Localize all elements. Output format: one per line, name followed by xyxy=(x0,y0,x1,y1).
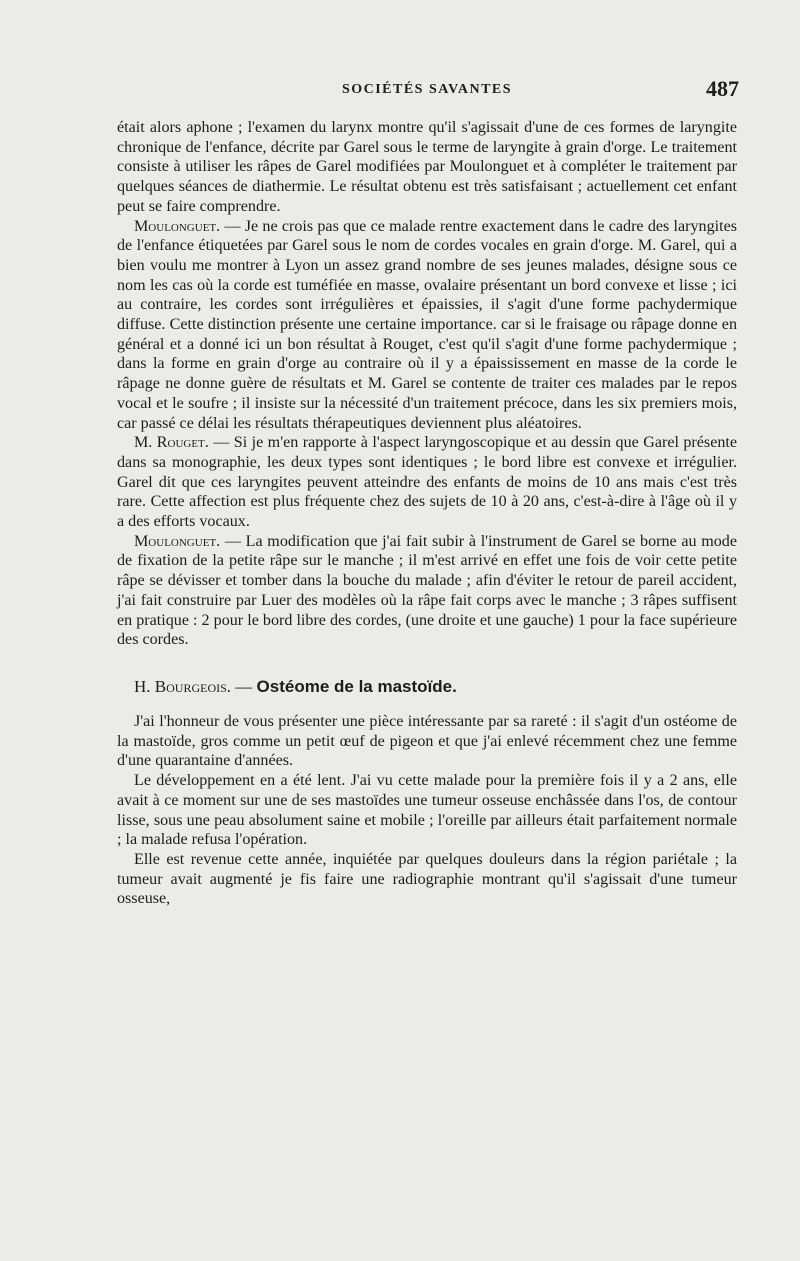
page-number: 487 xyxy=(706,76,739,101)
section-heading xyxy=(117,676,737,698)
speaker-name: M. Rouget. xyxy=(134,434,209,452)
speaker-name: Moulonguet. xyxy=(134,532,221,550)
paragraph xyxy=(117,118,737,217)
section-title: Ostéome de la mastoïde. xyxy=(256,676,457,696)
paragraph xyxy=(117,532,737,650)
paragraph: Le développement en a été lent. J'ai vu cette malade pour la première fois il y a 2 ans, elle avait à ce moment sur une de ses mastoïdes une tumeur osseuse enchâssée dans l'os, de contour lisse, sous une peau absolument saine et mobile ; l'oreille par ailleurs était parfaitement normale ; la malade refusa l'opération. xyxy=(117,772,737,849)
paragraph-text: — Je ne crois pas que ce malade rentre exactement dans le cadre des laryngites de l'enfance étiquetées par Garel sous le nom de cordes vocales en grain d'orge. M. Garel, qui a bien voulu me montrer à Lyon un assez grand nombre de ses jeunes malades, désigne sous ce nom les cas où la corde est tuméfiée en masse, ovalaire présentant un bord convexe et lisse ; ici au contraire, les cordes sont irrégulières et épaissies, il s'agit d'une forme pachydermique diffuse. Cette distinction présente une certaine importance. car si le fraisage ou râpage donne en général et a donné ici un bon résultat à Rouget, c'est qu'il s'agit d'une forme pachydermique ; dans la forme en grain d'orge au contraire où il y a épaississement en masse de la corde le râpage ne donne guère de résultats et M. Garel se contente de traiter ces malades par le repos vocal et le soufre ; il insiste sur la nécessité d'un traitement précoce, dans les six premiers mois, car passé ce délai les résultats thérapeutiques deviennent plus aléatoires. xyxy=(117,217,737,432)
paragraph: J'ai l'honneur de vous présenter une pièce intéressante par sa rareté : il s'agit d'un ostéome de la mastoïde, gros comme un petit œuf de pigeon et que j'ai enlevé récemment chez une femme d'une quarantaine d'années. xyxy=(117,712,737,770)
paragraph-text: — Si je m'en rapporte à l'aspect laryngoscopique et au dessin que Garel présente dans sa monographie, les deux types sont identiques ; le bord libre est convexe et irrégulier. Garel dit que ces laryngites peuvent atteindre des enfants de moins de 10 ans mais c'est très rare. Cette affection est plus fréquente chez des sujets de 10 à 20 ans, c'est-à-dire à l'âge où il y a des efforts vocaux. xyxy=(117,434,737,531)
running-title: SOCIÉTÉS SAVANTES xyxy=(341,82,513,97)
paragraph xyxy=(117,433,737,532)
paragraph xyxy=(117,217,737,434)
paragraph: Elle est revenue cette année, inquiétée par quelques douleurs dans la région pariétale ; la tumeur avait augmenté je fis faire une radiographie montrant qu'il s'agissait d'une tumeur osseuse, xyxy=(117,850,737,908)
running-head xyxy=(117,76,737,106)
speaker-name: Moulonguet. xyxy=(134,217,221,235)
section-author: H. Bourgeois. xyxy=(134,676,232,696)
paragraph-text: était alors aphone ; l'examen du larynx montre qu'il s'agissait d'une de ces formes de laryngite chronique de l'enfance, décrite par Garel sous le terme de laryngite à grain d'orge. Le traitement consiste à utiliser les râpes de Garel modifiées par Moulonguet et à compléter le traitement par quelques séances de diathermie. Le résultat obtenu est très satisfaisant ; actuellement cet enfant peut se faire comprendre. xyxy=(117,119,737,215)
paragraph-text: — La modification que j'ai fait subir à l'instrument de Garel se borne au mode de fixation de la petite râpe sur le manche ; il m'est arrivé en effet une fois de voir cette petite râpe se dévisser et tomber dans la bouche du malade ; afin d'éviter le retour de pareil accident, j'ai fait construire par Luer des modèles où la râpe fait corps avec le manche ; 3 râpes suffisent en pratique : 2 pour le bord libre des cordes, (une droite et une gauche) 1 pour la face supérieure des cordes. xyxy=(117,532,737,649)
article-body xyxy=(117,118,737,909)
section-separator: — xyxy=(231,676,257,696)
